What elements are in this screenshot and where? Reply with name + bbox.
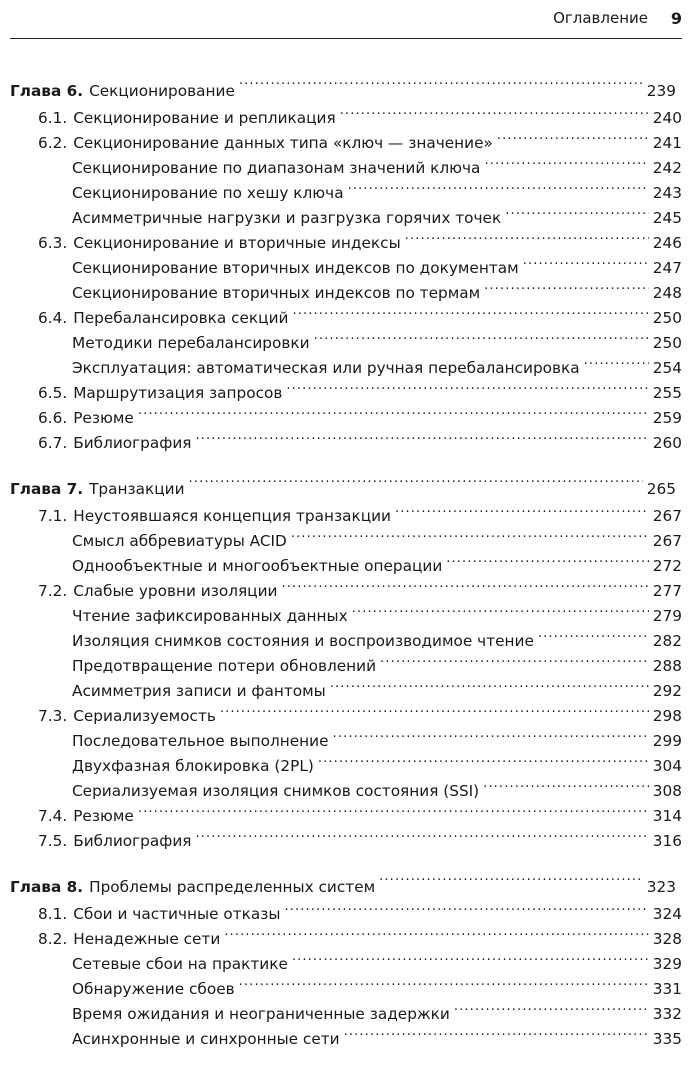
leader-dots bbox=[505, 208, 649, 223]
toc-subsection[interactable] bbox=[10, 529, 682, 554]
toc-subsection[interactable] bbox=[10, 604, 682, 629]
chapter-heading[interactable] bbox=[10, 872, 682, 902]
entry-title: Асинхронные и синхронные сети bbox=[72, 1030, 340, 1048]
toc-section[interactable] bbox=[10, 131, 682, 156]
page-ref: 267 bbox=[652, 532, 682, 550]
leader-dots bbox=[446, 556, 649, 571]
leader-dots bbox=[405, 233, 649, 248]
entry-title: Изоляция снимков состояния и воспроизводимое чтение bbox=[72, 632, 534, 650]
toc-subsection[interactable] bbox=[10, 206, 682, 231]
leader-dots bbox=[314, 333, 649, 348]
toc-subsection[interactable] bbox=[10, 1002, 682, 1027]
entry-title: Секционирование по диапазонам значений ключа bbox=[72, 159, 481, 177]
page-ref: 299 bbox=[652, 732, 682, 750]
leader-dots bbox=[330, 681, 649, 696]
entry-title: Последовательное выполнение bbox=[72, 732, 329, 750]
toc-subsection[interactable] bbox=[10, 779, 682, 804]
page-ref: 245 bbox=[652, 209, 682, 227]
leader-dots bbox=[224, 929, 649, 944]
leader-dots bbox=[379, 877, 643, 892]
entry-title: Перебалансировка секций bbox=[73, 309, 289, 327]
section-number: 6.4. bbox=[38, 309, 68, 327]
toc-section[interactable] bbox=[10, 902, 682, 927]
page-ref: 272 bbox=[652, 557, 682, 575]
toc-section[interactable] bbox=[10, 579, 682, 604]
section-number: 8.1. bbox=[38, 905, 68, 923]
entry-title: Секционирование вторичных индексов по документам bbox=[72, 259, 519, 277]
toc-subsection[interactable] bbox=[10, 977, 682, 1002]
leader-dots bbox=[584, 358, 649, 373]
toc-subsection[interactable] bbox=[10, 679, 682, 704]
leader-dots bbox=[352, 606, 649, 621]
entry-title: Предотвращение потери обновлений bbox=[72, 657, 377, 675]
running-title: Оглавление bbox=[553, 9, 648, 27]
leader-dots bbox=[380, 656, 649, 671]
page-ref: 250 bbox=[652, 309, 682, 327]
chapter-title: Проблемы распределенных систем bbox=[89, 878, 376, 896]
entry-title: Эксплуатация: автоматическая или ручная перебалансировка bbox=[72, 359, 580, 377]
page-ref: 260 bbox=[652, 434, 682, 452]
toc-section[interactable] bbox=[10, 927, 682, 952]
toc-subsection[interactable] bbox=[10, 629, 682, 654]
page-ref: 324 bbox=[652, 905, 682, 923]
entry-title: Методики перебалансировки bbox=[72, 334, 310, 352]
page-number: 9 bbox=[670, 9, 682, 28]
page-ref: 329 bbox=[652, 955, 682, 973]
chapter-label: Глава 6. bbox=[10, 82, 84, 100]
leader-dots bbox=[333, 731, 649, 746]
leader-dots bbox=[292, 954, 649, 969]
leader-dots bbox=[344, 1029, 649, 1044]
page-ref: 331 bbox=[652, 980, 682, 998]
section-number: 6.6. bbox=[38, 409, 68, 427]
entry-title: Асимметрия записи и фантомы bbox=[72, 682, 326, 700]
chapter-block bbox=[10, 76, 682, 456]
section-number: 7.2. bbox=[38, 582, 68, 600]
chapter-heading[interactable] bbox=[10, 76, 682, 106]
leader-dots bbox=[138, 806, 649, 821]
leader-dots bbox=[454, 1004, 649, 1019]
chapter-label: Глава 7. bbox=[10, 480, 84, 498]
page-ref: 243 bbox=[652, 184, 682, 202]
page-ref: 241 bbox=[652, 134, 682, 152]
toc-subsection[interactable] bbox=[10, 156, 682, 181]
toc-section[interactable] bbox=[10, 106, 682, 131]
entry-title: Обнаружение сбоев bbox=[72, 980, 235, 998]
entry-title: Библиография bbox=[73, 832, 192, 850]
page-ref: 279 bbox=[652, 607, 682, 625]
toc-subsection[interactable] bbox=[10, 281, 682, 306]
toc-subsection[interactable] bbox=[10, 331, 682, 356]
toc-subsection[interactable] bbox=[10, 554, 682, 579]
chapter-heading[interactable] bbox=[10, 474, 682, 504]
leader-dots bbox=[318, 756, 649, 771]
entry-title: Асимметричные нагрузки и разгрузка горячих точек bbox=[72, 209, 502, 227]
entry-title: Секционирование и вторичные индексы bbox=[73, 234, 401, 252]
entry-title: Секционирование данных типа «ключ — значение» bbox=[73, 134, 493, 152]
page-ref: 250 bbox=[652, 334, 682, 352]
toc-section[interactable] bbox=[10, 231, 682, 256]
toc-subsection[interactable] bbox=[10, 1027, 682, 1052]
toc-subsection[interactable] bbox=[10, 181, 682, 206]
leader-dots bbox=[239, 81, 643, 96]
page-ref: 240 bbox=[652, 109, 682, 127]
leader-dots bbox=[239, 979, 649, 994]
toc-section[interactable] bbox=[10, 306, 682, 331]
leader-dots bbox=[340, 108, 649, 123]
page-ref: 239 bbox=[646, 82, 676, 100]
entry-title: Сериализуемость bbox=[73, 707, 216, 725]
leader-dots bbox=[220, 706, 649, 721]
leader-dots bbox=[189, 479, 643, 494]
chapter-block bbox=[10, 474, 682, 854]
entry-title: Чтение зафиксированных данных bbox=[72, 607, 348, 625]
entry-title: Резюме bbox=[73, 807, 134, 825]
toc-subsection[interactable] bbox=[10, 952, 682, 977]
entry-title: Слабые уровни изоляции bbox=[73, 582, 278, 600]
leader-dots bbox=[395, 506, 649, 521]
page-ref: 254 bbox=[652, 359, 682, 377]
entry-title: Секционирование и репликация bbox=[73, 109, 336, 127]
leader-dots bbox=[538, 631, 649, 646]
leader-dots bbox=[196, 433, 649, 448]
leader-dots bbox=[523, 258, 649, 273]
section-number: 6.1. bbox=[38, 109, 68, 127]
section-number: 8.2. bbox=[38, 930, 68, 948]
page-ref: 304 bbox=[652, 757, 682, 775]
page-ref: 277 bbox=[652, 582, 682, 600]
page-ref: 292 bbox=[652, 682, 682, 700]
entry-title: Время ожидания и неограниченные задержки bbox=[72, 1005, 450, 1023]
section-number: 6.2. bbox=[38, 134, 68, 152]
entry-title: Смысл аббревиатуры ACID bbox=[72, 532, 287, 550]
entry-title: Сбои и частичные отказы bbox=[73, 905, 281, 923]
page-ref: 242 bbox=[652, 159, 682, 177]
page-ref: 332 bbox=[652, 1005, 682, 1023]
section-number: 7.3. bbox=[38, 707, 68, 725]
leader-dots bbox=[291, 531, 649, 546]
leader-dots bbox=[196, 831, 649, 846]
section-number: 6.5. bbox=[38, 384, 68, 402]
toc-section[interactable] bbox=[10, 381, 682, 406]
page-ref: 335 bbox=[652, 1030, 682, 1048]
section-number: 7.1. bbox=[38, 507, 68, 525]
page-ref: 308 bbox=[652, 782, 682, 800]
entry-title: Секционирование вторичных индексов по термам bbox=[72, 284, 481, 302]
table-of-contents bbox=[10, 76, 682, 1070]
section-number: 6.3. bbox=[38, 234, 68, 252]
page-ref: 246 bbox=[652, 234, 682, 252]
page-ref: 328 bbox=[652, 930, 682, 948]
page-ref: 282 bbox=[652, 632, 682, 650]
toc-subsection[interactable] bbox=[10, 729, 682, 754]
page-ref: 255 bbox=[652, 384, 682, 402]
entry-title: Двухфазная блокировка (2PL) bbox=[72, 757, 314, 775]
chapter-title: Секционирование bbox=[89, 82, 235, 100]
page-ref: 323 bbox=[646, 878, 676, 896]
entry-title: Сетевые сбои на практике bbox=[72, 955, 288, 973]
page-ref: 288 bbox=[652, 657, 682, 675]
entry-title: Резюме bbox=[73, 409, 134, 427]
page-ref: 314 bbox=[652, 807, 682, 825]
entry-title: Секционирование по хешу ключа bbox=[72, 184, 344, 202]
leader-dots bbox=[483, 781, 649, 796]
leader-dots bbox=[286, 383, 648, 398]
leader-dots bbox=[138, 408, 649, 423]
page-header bbox=[10, 0, 682, 39]
chapter-label: Глава 8. bbox=[10, 878, 84, 896]
entry-title: Сериализуемая изоляция снимков состояния (SSI) bbox=[72, 782, 480, 800]
chapter-block bbox=[10, 872, 682, 1052]
toc-subsection[interactable] bbox=[10, 754, 682, 779]
page-ref: 298 bbox=[652, 707, 682, 725]
section-number: 7.4. bbox=[38, 807, 68, 825]
section-number: 7.5. bbox=[38, 832, 68, 850]
leader-dots bbox=[292, 308, 648, 323]
toc-subsection[interactable] bbox=[10, 356, 682, 381]
toc-section[interactable] bbox=[10, 829, 682, 854]
toc-subsection[interactable] bbox=[10, 654, 682, 679]
page-ref: 265 bbox=[646, 480, 676, 498]
toc-section[interactable] bbox=[10, 504, 682, 529]
entry-title: Библиография bbox=[73, 434, 192, 452]
entry-title: Однообъектные и многообъектные операции bbox=[72, 557, 443, 575]
toc-subsection[interactable] bbox=[10, 256, 682, 281]
page-ref: 267 bbox=[652, 507, 682, 525]
toc-section[interactable] bbox=[10, 406, 682, 431]
page-ref: 247 bbox=[652, 259, 682, 277]
entry-title: Маршрутизация запросов bbox=[73, 384, 283, 402]
toc-section[interactable] bbox=[10, 704, 682, 729]
leader-dots bbox=[281, 581, 648, 596]
toc-section[interactable] bbox=[10, 431, 682, 456]
leader-dots bbox=[284, 904, 648, 919]
leader-dots bbox=[484, 283, 649, 298]
leader-dots bbox=[497, 133, 649, 148]
leader-dots bbox=[484, 158, 648, 173]
chapter-title: Транзакции bbox=[89, 480, 185, 498]
section-number: 6.7. bbox=[38, 434, 68, 452]
page-ref: 259 bbox=[652, 409, 682, 427]
leader-dots bbox=[348, 183, 649, 198]
toc-section[interactable] bbox=[10, 804, 682, 829]
entry-title: Неустоявшаяся концепция транзакции bbox=[73, 507, 391, 525]
entry-title: Ненадежные сети bbox=[73, 930, 221, 948]
page-ref: 248 bbox=[652, 284, 682, 302]
page-ref: 316 bbox=[652, 832, 682, 850]
